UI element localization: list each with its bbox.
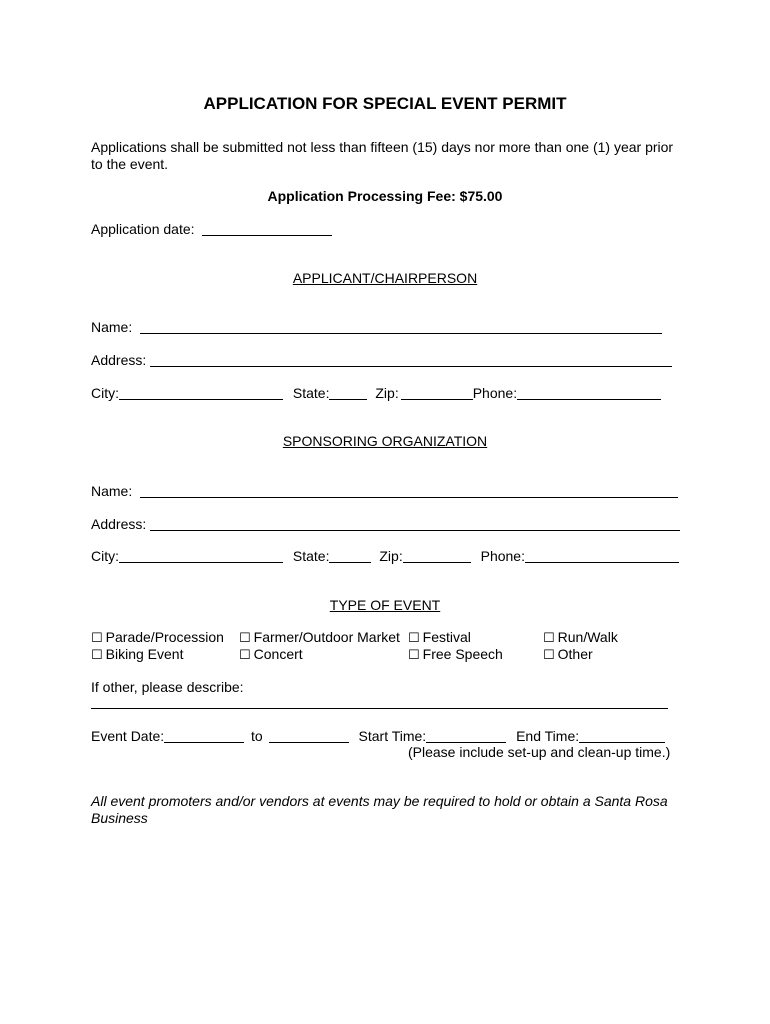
application-date-label: Application date: xyxy=(91,221,195,237)
checkbox-icon[interactable]: ☐ xyxy=(239,648,251,663)
sponsor-city-field[interactable] xyxy=(119,550,283,563)
event-date-row xyxy=(91,728,665,744)
event-option-run-walk[interactable] xyxy=(543,629,618,647)
sponsor-phone-label: Phone: xyxy=(480,548,525,564)
applicant-address-field[interactable] xyxy=(150,354,672,367)
event-option-label: Festival xyxy=(422,629,471,645)
event-option-label: Farmer/Outdoor Market xyxy=(253,629,400,645)
other-describe-field[interactable] xyxy=(91,708,668,709)
event-option-label: Biking Event xyxy=(105,646,184,662)
event-option-label: Run/Walk xyxy=(557,629,618,645)
event-option-festival[interactable] xyxy=(408,629,471,647)
sponsor-name-label: Name: xyxy=(91,483,133,499)
applicant-zip-field[interactable] xyxy=(401,387,473,400)
start-time-field[interactable] xyxy=(426,730,506,743)
applicant-phone-field[interactable] xyxy=(517,387,661,400)
other-describe-label: If other, please describe: xyxy=(91,679,244,695)
applicant-state-label: State: xyxy=(292,385,330,401)
event-option-free-speech[interactable] xyxy=(408,646,503,664)
applicant-address-label: Address: xyxy=(91,352,147,368)
sponsor-address-label: Address: xyxy=(91,516,147,532)
event-option-parade[interactable] xyxy=(91,629,224,647)
event-option-concert[interactable] xyxy=(239,646,303,664)
end-time-field[interactable] xyxy=(579,730,665,743)
sponsor-heading: SPONSORING ORGANIZATION xyxy=(282,433,488,449)
event-option-other[interactable] xyxy=(543,646,593,664)
sponsor-city-row xyxy=(91,548,679,564)
checkbox-icon[interactable]: ☐ xyxy=(239,631,251,646)
event-date-start-field[interactable] xyxy=(164,730,244,743)
applicant-name-label: Name: xyxy=(91,319,133,335)
checkbox-icon[interactable]: ☐ xyxy=(91,631,103,646)
sponsor-state-label: State: xyxy=(292,548,330,564)
event-option-farmer-market[interactable] xyxy=(239,629,400,647)
intro-line-2: to the event. xyxy=(91,156,169,172)
applicant-name-row xyxy=(91,319,662,335)
event-option-label: Concert xyxy=(253,646,303,662)
applicant-address-row xyxy=(91,352,672,368)
applicant-state-field[interactable] xyxy=(329,387,367,400)
checkbox-icon[interactable]: ☐ xyxy=(408,648,420,663)
processing-fee: Application Processing Fee: $75.00 xyxy=(267,188,503,204)
applicant-city-field[interactable] xyxy=(119,387,283,400)
checkbox-icon[interactable]: ☐ xyxy=(543,631,555,646)
applicant-heading: APPLICANT/CHAIRPERSON xyxy=(292,270,478,286)
sponsor-address-field[interactable] xyxy=(150,518,680,531)
sponsor-city-label: City: xyxy=(91,548,119,564)
sponsor-name-row xyxy=(91,483,678,499)
sponsor-address-row xyxy=(91,516,680,532)
applicant-name-field[interactable] xyxy=(140,321,662,334)
applicant-city-row xyxy=(91,385,661,401)
sponsor-zip-field[interactable] xyxy=(403,550,471,563)
sponsor-zip-label: Zip: xyxy=(379,548,403,564)
application-date-row xyxy=(91,221,332,237)
sponsor-phone-field[interactable] xyxy=(525,550,679,563)
event-option-label: Other xyxy=(557,646,593,662)
page-title: APPLICATION FOR SPECIAL EVENT PERMIT xyxy=(203,94,567,113)
checkbox-icon[interactable]: ☐ xyxy=(543,648,555,663)
event-time-note: (Please include set-up and clean-up time.) xyxy=(408,744,671,760)
start-time-label: Start Time: xyxy=(358,728,427,744)
intro-line-1: Applications shall be submitted not less than fifteen (15) days nor more than one (1) year prior xyxy=(91,139,674,155)
event-date-end-field[interactable] xyxy=(269,730,349,743)
event-type-heading: TYPE OF EVENT xyxy=(329,597,441,613)
applicant-zip-label: Zip: xyxy=(375,385,399,401)
sponsor-state-field[interactable] xyxy=(329,550,371,563)
footer-note-line-2: Business xyxy=(91,810,148,826)
event-option-label: Free Speech xyxy=(422,646,503,662)
event-option-biking[interactable] xyxy=(91,646,183,664)
event-date-label: Event Date: xyxy=(91,728,165,744)
applicant-phone-label: Phone: xyxy=(472,385,518,401)
event-date-to-label: to xyxy=(251,728,263,744)
application-date-field[interactable] xyxy=(202,223,332,236)
end-time-label: End Time: xyxy=(516,728,580,744)
footer-note-line-1: All event promoters and/or vendors at events may be required to hold or obtain a Santa Rosa xyxy=(91,793,668,809)
applicant-city-label: City: xyxy=(91,385,119,401)
checkbox-icon[interactable]: ☐ xyxy=(408,631,420,646)
checkbox-icon[interactable]: ☐ xyxy=(91,648,103,663)
event-option-label: Parade/Procession xyxy=(105,629,224,645)
sponsor-name-field[interactable] xyxy=(140,485,678,498)
